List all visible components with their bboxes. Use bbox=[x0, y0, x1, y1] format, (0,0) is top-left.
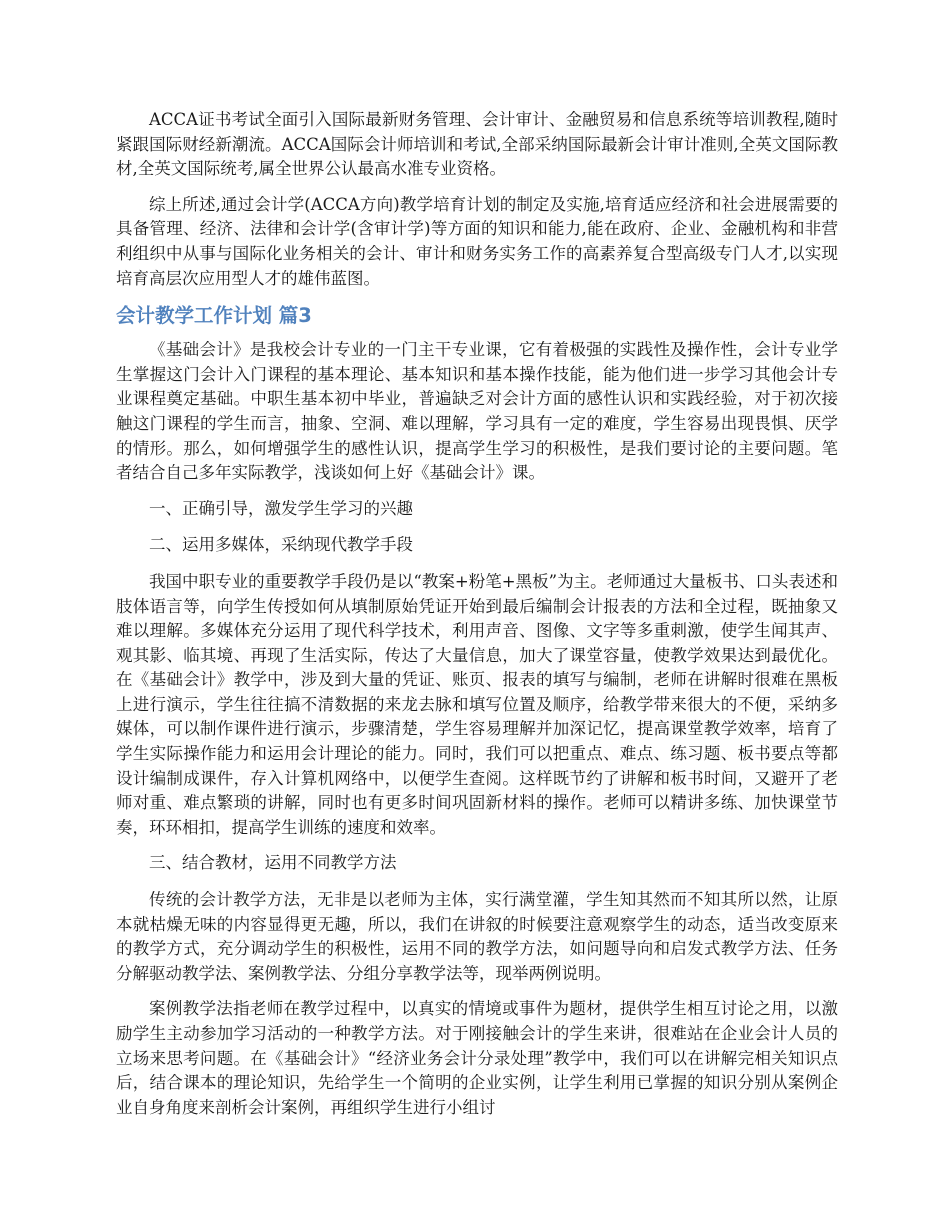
point-1-heading: 一、正确引导，激发学生学习的兴趣 bbox=[149, 498, 413, 518]
section-intro-paragraph: 《基础会计》是我校会计专业的一门主干专业课，它有着极强的实践性及操作性，会计专业学生掌握这门会计入门课程的基本理论、基本知识和基本操作技能，能为他们进一步学习其他会计专业课程奠定基础。中职生基本初中毕业，普遍缺乏对会计方面的感性认识和实践经验，对于初次接触这门课程的学生而言，抽象、空洞、难以理解，学习具有一定的难度，学生容易出现畏惧、厌学的情形。那么，如何增强学生的感性认识，提高学生学习的积极性，是我们要讨论的主要问题。笔者结合自己多年实际教学，浅谈如何上好《基础会计》课。 bbox=[116, 340, 838, 483]
case-teaching-paragraph: 案例教学法指老师在教学过程中，以真实的情境或事件为题材，提供学生相互讨论之用，以激励学生主动参加学习活动的一种教学方法。对于刚接触会计的学生来讲，很难站在企业会计人员的立场来思考问题。在《基础会计》“经济业务会计分录处理”教学中，我们可以在讲解完相关知识点后，结合课本的理论知识，先给学生一个简明的企业实例，让学生利用已掌握的知识分别从案例企业自身角度来剖析会计案例，再组织学生进行小组讨 bbox=[116, 999, 838, 1117]
document-page bbox=[116, 108, 838, 1131]
intro-paragraph-1: ACCA证书考试全面引入国际最新财务管理、会计审计、金融贸易和信息系统等培训教程,随时紧跟国际财经新潮流。ACCA国际会计师培训和考试,全部采纳国际最新会计审计准则,全英文国际教材,全英文国际统考,属全世界公认最高水准专业资格。 bbox=[116, 110, 838, 179]
intro-paragraph-2: 综上所述,通过会计学(ACCA方向)教学培育计划的制定及实施,培育适应经济和社会进展需要的具备管理、经济、法律和会计学(含审计学)等方面的知识和能力,能在政府、企业、金融机构和非营利组织中从事与国际化业务相关的会计、审计和财务实务工作的高素养复合型高级专门人才,以实现培育高层次应用型人才的雄伟蓝图。 bbox=[116, 194, 838, 288]
section-heading: 会计教学工作计划 篇3 bbox=[116, 304, 312, 328]
point-2-heading: 二、运用多媒体，采纳现代教学手段 bbox=[149, 535, 413, 555]
point-2-paragraph: 我国中职专业的重要教学手段仍是以“教案+粉笔+黑板”为主。老师通过大量板书、口头表述和肢体语言等，向学生传授如何从填制原始凭证开始到最后编制会计报表的方法和全过程，既抽象又难以理解。多媒体充分运用了现代科学技术，利用声音、图像、文字等多重刺激，使学生闻其声、观其影、临其境、再现了生活实际，传达了大量信息，加大了课堂容量，使教学效果达到最优化。在《基础会计》教学中，涉及到大量的凭证、账页、报表的填写与编制，老师在讲解时很难在黑板上进行演示，学生往往搞不清数据的来龙去脉和填写位置及顺序，给教学带来很大的不便，采纳多媒体，可以制作课件进行演示，步骤清楚，学生容易理解并加深记忆，提高课堂教学效率，培育了学生实际操作能力和运用会计理论的能力。同时，我们可以把重点、难点、练习题、板书要点等都设计编制成课件，存入计算机网络中，以便学生查阅。这样既节约了讲解和板书时间，又避开了老师对重、难点繁琐的讲解，同时也有更多时间巩固新材料的操作。老师可以精讲多练、加快课堂节奏，环环相扣，提高学生训练的速度和效率。 bbox=[116, 571, 838, 837]
point-3-paragraph: 传统的会计教学方法，无非是以老师为主体，实行满堂灌，学生知其然而不知其所以然，让原本就枯燥无味的内容显得更无趣，所以，我们在讲叙的时候要注意观察学生的动态，适当改变原来的教学方式，充分调动学生的积极性，运用不同的教学方法，如问题导向和启发式教学方法、任务分解驱动教学法、案例教学法、分组分享教学法等，现举两例说明。 bbox=[116, 890, 838, 983]
point-3-heading: 三、结合教材，运用不同教学方法 bbox=[149, 853, 397, 873]
